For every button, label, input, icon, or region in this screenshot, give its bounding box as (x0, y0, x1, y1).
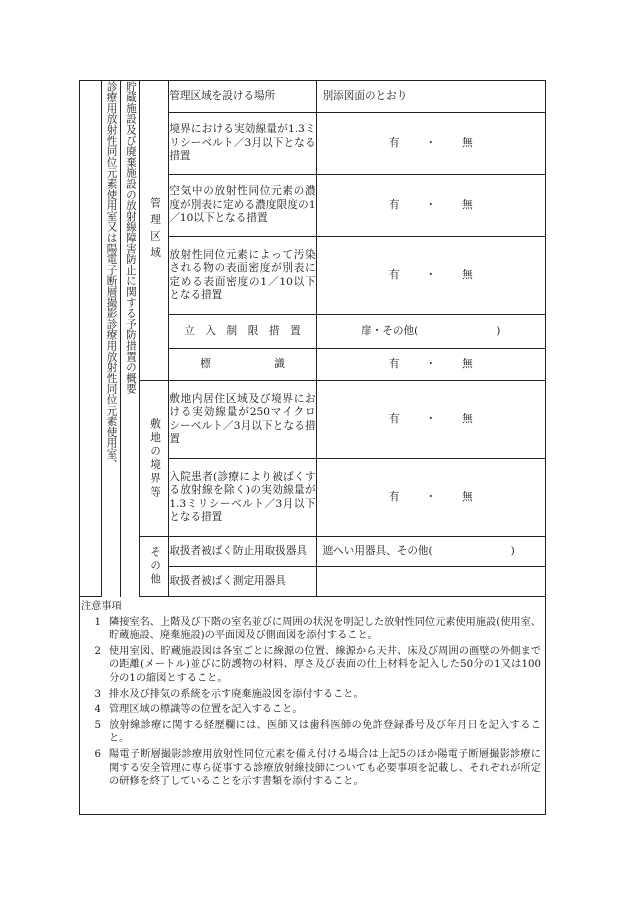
table-row (80, 381, 546, 459)
note-text: 放射線診療に関する経歴欄には、医師又は歯科医師の免許登録番号及び年月日を記入すること。 (109, 719, 541, 745)
no-option[interactable]: 無 (462, 268, 473, 281)
separator-dot: ・ (425, 136, 437, 149)
note-number: 6 (94, 748, 101, 760)
entry-restriction-prefix: 扉・その他( (361, 324, 419, 337)
yes-option[interactable]: 有 (388, 268, 400, 281)
no-option[interactable]: 無 (462, 357, 473, 370)
separator-dot: ・ (425, 490, 437, 503)
separator-dot: ・ (425, 412, 437, 425)
group-shikichi-kyokai: 敷地の境界等 (140, 381, 169, 537)
outer-label: 診療用放射性同位元素使用室又は陽電子断層撮影診療用放射性同位元素使用室、 (101, 81, 120, 597)
section-label: 貯蔵施設及び廃棄施設の放射線障害防止に関する予防措置の概要 (121, 81, 140, 597)
note-number: 5 (94, 719, 101, 731)
no-option[interactable]: 無 (462, 412, 473, 425)
note-item (81, 703, 541, 717)
note-text: 管理区域の標識等の位置を記入すること。 (109, 704, 303, 716)
no-option[interactable]: 無 (462, 490, 473, 503)
note-number: 1 (94, 616, 101, 628)
note-item (81, 748, 541, 789)
item-protection-tools: 取扱者被ばく防止用取扱器具 (169, 537, 316, 567)
note-number: 4 (94, 704, 101, 716)
notes-title: 注意事項 (81, 601, 122, 612)
group-kanri-kuiki: 管理区域 (140, 81, 169, 381)
note-text: 使用室図、貯蔵施設図は各室ごとに線源の位置、線源から天井、床及び周囲の画壁の外側までの距離(メートル)並びに防護物の材料、厚さ及び表面の仕上材料を記入した50分の1又は100分の1の縮図とすること。 (109, 645, 541, 684)
table-row (80, 81, 546, 113)
yes-option[interactable]: 有 (388, 198, 400, 211)
entry-restriction-suffix: ) (496, 324, 501, 337)
group-sonota: その他 (140, 537, 169, 597)
separator-dot: ・ (425, 198, 437, 211)
item-inpatient-dose: 入院患者(診療により被ばくする放射線を除く)の実効線量が1.3ミリシーベルト／3月以下となる措置 (169, 459, 316, 537)
notes-section (81, 600, 541, 791)
yes-option[interactable]: 有 (388, 412, 400, 425)
note-text: 排水及び排気の系統を示す廃棄施設図を添付すること。 (109, 688, 364, 700)
yes-option[interactable]: 有 (388, 490, 400, 503)
item-boundary-dose: 境界における実効線量が1.3ミリシーベルト／3月以下となる措置 (169, 113, 316, 175)
value-measurement-tools[interactable] (316, 567, 545, 597)
yes-option[interactable]: 有 (388, 357, 400, 370)
note-text: 隣接室名、上階及び下階の室名並びに周囲の状況を明記した放射性同位元素使用施設(使用室、貯蔵施設、廃棄施設)の平面図及び側面図を添付すること。 (109, 616, 541, 642)
note-item (81, 719, 541, 746)
yesno-air-concentration[interactable] (316, 175, 545, 237)
separator-dot: ・ (425, 357, 437, 370)
yesno-site-boundary-dose[interactable] (316, 381, 545, 459)
yes-option[interactable]: 有 (388, 136, 400, 149)
protection-tools-suffix: ) (510, 544, 515, 557)
protection-tools-prefix: 遮へい用器具、その他( (322, 544, 433, 557)
note-text: 陽電子断層撮影診療用放射性同位元素を備え付ける場合は上記5のほか陽電子断層撮影診療に関する安全管理に専ら従事する診療放射線技師についても必要事項を記載し、それぞれが所定の研修を終了していることを示す書類を添付すること。 (109, 748, 541, 788)
table-row (80, 537, 546, 567)
item-kanri-basho: 管理区域を設ける場所 (169, 81, 316, 113)
value-entry-restriction[interactable] (316, 315, 545, 349)
item-signage: 標 識 (169, 349, 316, 381)
note-number: 2 (94, 645, 101, 657)
item-surface-density: 放射性同位元素によって汚染される物の表面密度が別表に定める表面密度の1／10以下となる措置 (169, 237, 316, 315)
separator-dot: ・ (425, 268, 437, 281)
left-margin-column (80, 81, 102, 597)
item-entry-restriction: 立 入 制 限 措 置 (169, 315, 316, 349)
yesno-inpatient-dose[interactable] (316, 459, 545, 537)
item-site-boundary-dose: 敷地内居住区域及び境界における実効線量が250マイクロシーベルト／3月以下となる措置 (169, 381, 316, 459)
yesno-boundary-dose[interactable] (316, 113, 545, 175)
no-option[interactable]: 無 (462, 198, 473, 211)
yesno-surface-density[interactable] (316, 237, 545, 315)
note-number: 3 (94, 688, 101, 700)
value-kanri-basho: 別添図面のとおり (316, 81, 545, 113)
note-item (81, 688, 541, 702)
item-air-concentration: 空気中の放射性同位元素の濃度が別表に定める濃度限度の1／10以下となる措置 (169, 175, 316, 237)
value-protection-tools[interactable] (316, 537, 545, 567)
item-measurement-tools: 取扱者被ばく測定用器具 (169, 567, 316, 597)
measures-table (79, 80, 546, 597)
yesno-signage[interactable] (316, 349, 545, 381)
note-item (81, 616, 541, 643)
note-item (81, 645, 541, 686)
no-option[interactable]: 無 (462, 136, 473, 149)
